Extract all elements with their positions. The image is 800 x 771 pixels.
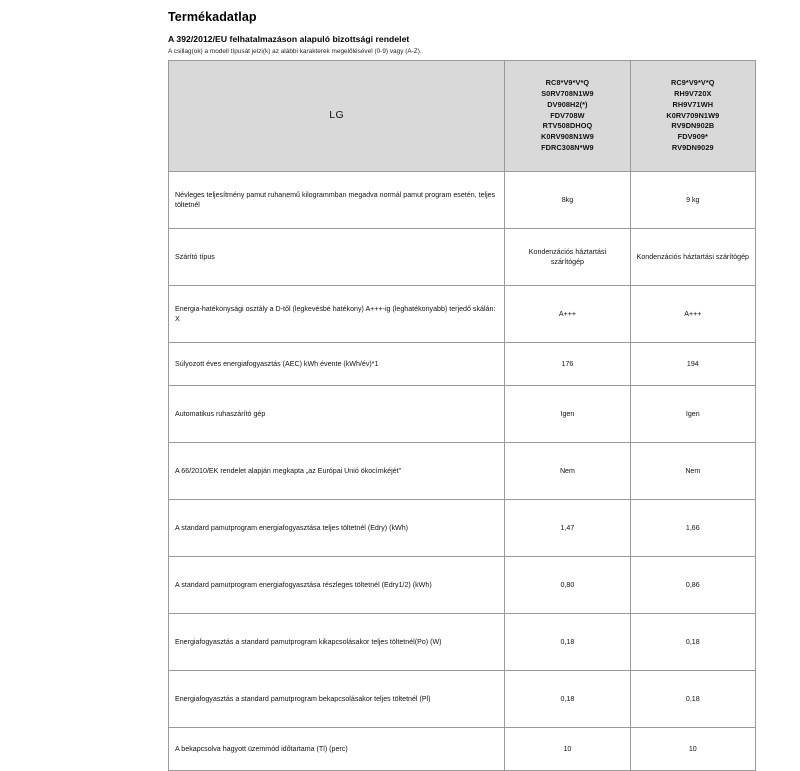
row-value-2: A+++ — [630, 286, 755, 343]
row-value-1: 1,47 — [505, 500, 630, 557]
row-label: Energiafogyasztás a standard pamutprogram kikapcsolásakor teljes töltetnél(Po) (W) — [169, 614, 505, 671]
row-value-2: Kondenzációs háztartási szárítógép — [630, 229, 755, 286]
model-name: RC9*V9*V*Q — [671, 77, 715, 87]
row-label: Névleges teljesítmény pamut ruhanemű kilogrammban megadva normál pamut program esetén, teljes töltetnél — [169, 172, 505, 229]
model-name: FDV909* — [677, 132, 708, 142]
table-row — [169, 671, 756, 728]
table-row — [169, 172, 756, 229]
row-value-2: 9 kg — [630, 172, 755, 229]
row-value-1: Igen — [505, 386, 630, 443]
row-value-1: 10 — [505, 728, 630, 771]
table-row — [169, 286, 756, 343]
row-label: A standard pamutprogram energiafogyasztása részleges töltetnél (Edry1/2) (kWh) — [169, 557, 505, 614]
regulation-line: A 392/2012/EU felhatalmazáson alapuló bizottsági rendelet — [168, 34, 410, 44]
row-value-2: 0,86 — [630, 557, 755, 614]
row-label: A bekapcsolva hagyott üzemmód időtartama (Tl) (perc) — [169, 728, 505, 771]
row-value-1: Kondenzációs háztartási szárítógép — [505, 229, 630, 286]
model-column-1 — [505, 61, 630, 172]
row-label: Szárító típus — [169, 229, 505, 286]
table-row — [169, 386, 756, 443]
specification-table — [168, 60, 756, 771]
row-value-1: 8kg — [505, 172, 630, 229]
brand-cell: LG — [169, 61, 505, 172]
model-name: K0RV709N1W9 — [666, 110, 720, 120]
row-label: A standard pamutprogram energiafogyasztása teljes töltetnél (Edry) (kWh) — [169, 500, 505, 557]
model-name: FDRC308N*W9 — [541, 143, 594, 153]
model-name: DV908H2(*) — [547, 99, 588, 109]
table-row — [169, 343, 756, 386]
row-value-2: 1,66 — [630, 500, 755, 557]
row-label: A 66/2010/EK rendelet alapján megkapta „az Európai Unió ökocímkéjét” — [169, 443, 505, 500]
row-label: Energiafogyasztás a standard pamutprogram bekapcsolásakor teljes töltetnél (Pl) — [169, 671, 505, 728]
table-row — [169, 229, 756, 286]
row-label: Súlyozott éves energiafogyasztás (AEC) kWh évente (kWh/év)*1 — [169, 343, 505, 386]
table-row — [169, 557, 756, 614]
model-name: RTV508DHOQ — [542, 121, 593, 131]
table-row — [169, 614, 756, 671]
table-row — [169, 500, 756, 557]
model-list-2 — [637, 78, 749, 155]
row-value-1: 176 — [505, 343, 630, 386]
row-value-2: 0,18 — [630, 614, 755, 671]
model-name: S0RV708N1W9 — [541, 88, 594, 98]
row-value-2: 0,18 — [630, 671, 755, 728]
page-title: Termékadatlap — [168, 10, 257, 24]
model-list-1 — [511, 78, 623, 155]
model-name: RV9DN9029 — [671, 143, 714, 153]
row-value-1: A+++ — [505, 286, 630, 343]
footnote-asterisk-note: A csillag(ok) a modell típusát jelzi(k) az alábbi karakterek megelőlésével (0-9) vagy (A-Z). — [168, 48, 422, 55]
model-name: RH9V71WH — [672, 99, 714, 109]
row-value-1: 0,18 — [505, 671, 630, 728]
model-name: RC8*V9*V*Q — [545, 77, 590, 87]
table-header-row — [169, 61, 756, 172]
row-value-1: Nem — [505, 443, 630, 500]
table-row — [169, 443, 756, 500]
model-name: K0RV908N1W9 — [540, 132, 594, 142]
row-label: Energia-hatékonysági osztály a D-től (legkevésbé hatékony) A+++-ig (leghatékonyabb) terjedő skálán: X — [169, 286, 505, 343]
table-body — [169, 61, 756, 771]
row-value-2: 10 — [630, 728, 755, 771]
model-name: RV9DN902B — [671, 121, 715, 131]
model-name: FDV708W — [550, 110, 585, 120]
row-value-2: Nem — [630, 443, 755, 500]
table-row — [169, 728, 756, 771]
row-value-2: Igen — [630, 386, 755, 443]
row-label: Automatikus ruhaszárító gép — [169, 386, 505, 443]
row-value-1: 0,80 — [505, 557, 630, 614]
row-value-1: 0,18 — [505, 614, 630, 671]
row-value-2: 194 — [630, 343, 755, 386]
model-column-2 — [630, 61, 755, 172]
model-name: RH9V720X — [674, 88, 712, 98]
